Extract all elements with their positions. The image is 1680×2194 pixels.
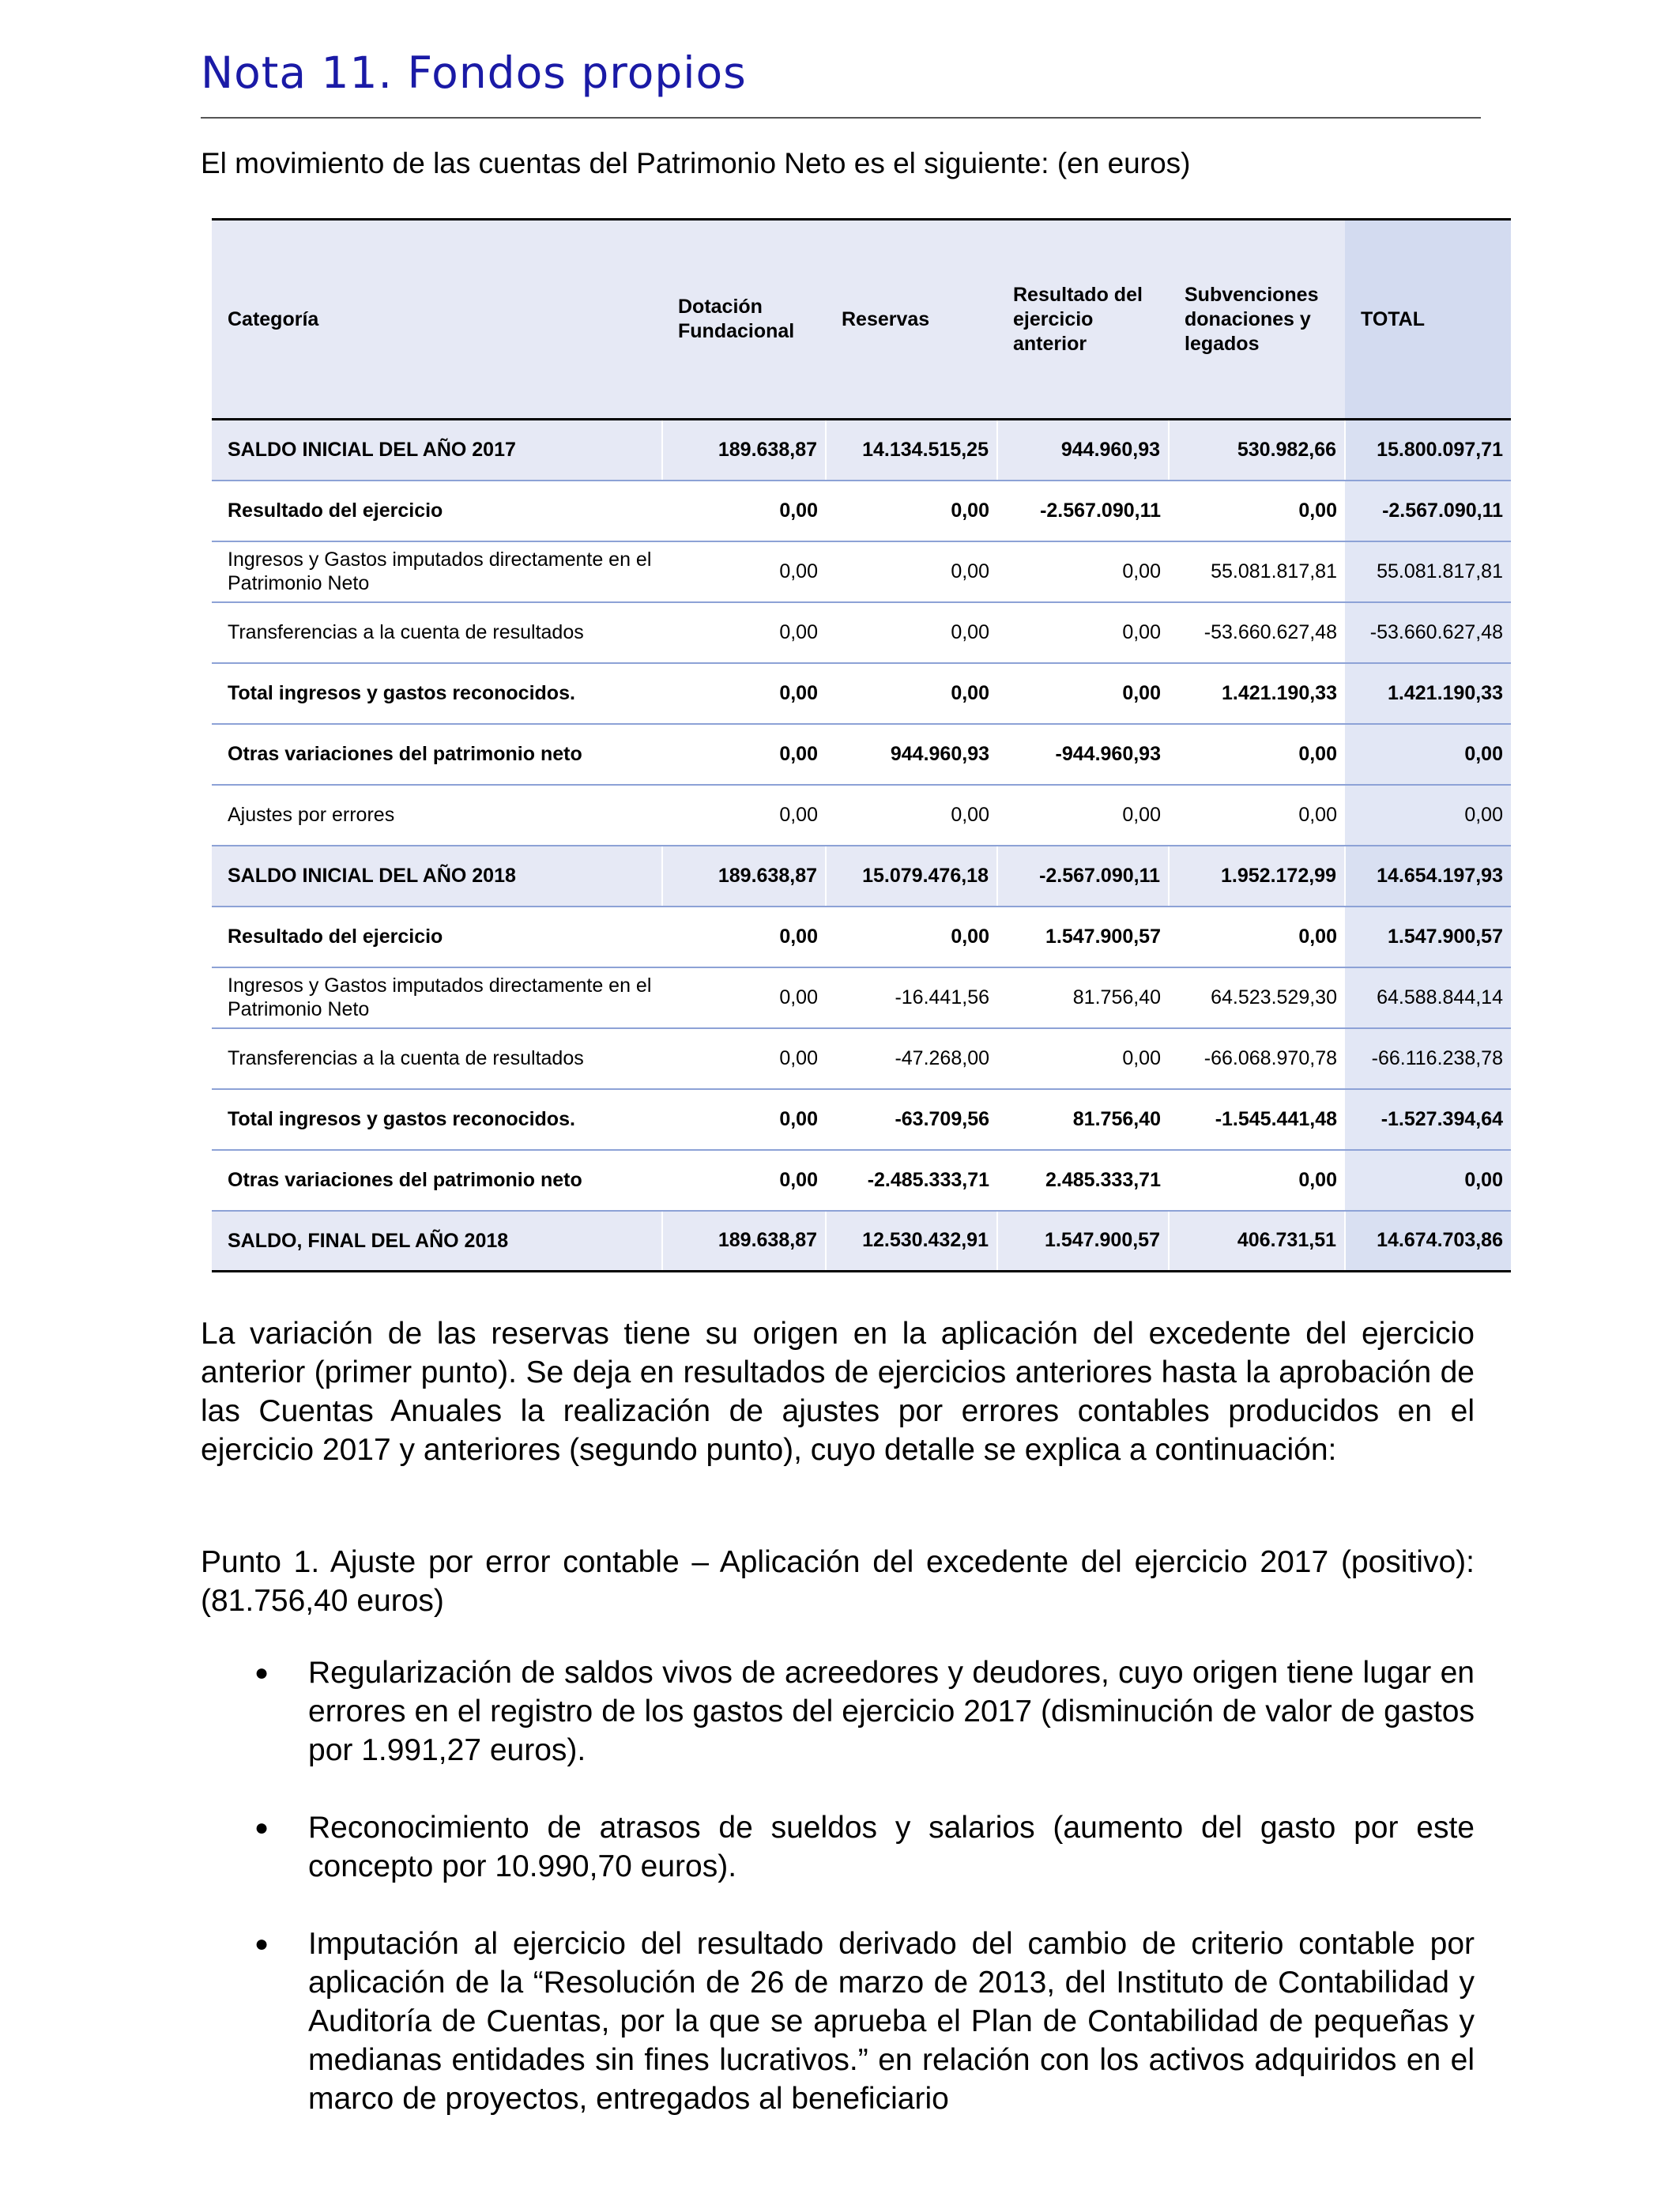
- cell-total: -53.660.627,48: [1345, 602, 1511, 663]
- table-row: [212, 420, 1511, 481]
- table-row: [212, 907, 1511, 967]
- cell-dotacion: 0,00: [662, 907, 826, 967]
- cell-resultado-anterior: 0,00: [997, 602, 1169, 663]
- cell-subvenciones: 0,00: [1169, 481, 1345, 541]
- cell-subvenciones: 0,00: [1169, 785, 1345, 846]
- cell-resultado-anterior: 81.756,40: [997, 1089, 1169, 1150]
- list-item: [201, 1808, 1475, 1886]
- cell-subvenciones: 1.421.190,33: [1169, 663, 1345, 724]
- table-row: [212, 663, 1511, 724]
- cell-reservas: 0,00: [826, 785, 997, 846]
- header-total: TOTAL: [1345, 220, 1511, 420]
- cell-resultado-anterior: 81.756,40: [997, 967, 1169, 1028]
- header-categoria: Categoría: [212, 220, 662, 420]
- table-row: [212, 481, 1511, 541]
- cell-subvenciones: 0,00: [1169, 1150, 1345, 1211]
- table-row: [212, 785, 1511, 846]
- table-row: [212, 541, 1511, 602]
- cell-resultado-anterior: 2.485.333,71: [997, 1150, 1169, 1211]
- table-row: [212, 1150, 1511, 1211]
- table-row: [212, 724, 1511, 785]
- cell-resultado-anterior: 1.547.900,57: [997, 907, 1169, 967]
- cell-total: -2.567.090,11: [1345, 481, 1511, 541]
- cell-dotacion: 0,00: [662, 602, 826, 663]
- page-title: Nota 11. Fondos propios: [201, 47, 747, 98]
- bullet-icon: ●: [254, 1815, 269, 1841]
- cell-resultado-anterior: -944.960,93: [997, 724, 1169, 785]
- cell-dotacion: 0,00: [662, 663, 826, 724]
- cell-subvenciones: 530.982,66: [1169, 420, 1345, 481]
- cell-total: -1.527.394,64: [1345, 1089, 1511, 1150]
- row-label: Ingresos y Gastos imputados directamente en el Patrimonio Neto: [212, 967, 662, 1028]
- adjustment-bullet-list: [201, 1653, 1475, 2157]
- cell-reservas: 15.079.476,18: [826, 846, 997, 907]
- cell-dotacion: 0,00: [662, 1089, 826, 1150]
- cell-subvenciones: 406.731,51: [1169, 1211, 1345, 1272]
- cell-dotacion: 0,00: [662, 724, 826, 785]
- cell-resultado-anterior: -2.567.090,11: [997, 846, 1169, 907]
- cell-subvenciones: -66.068.970,78: [1169, 1028, 1345, 1089]
- cell-reservas: 0,00: [826, 541, 997, 602]
- bullet-icon: ●: [254, 1931, 269, 1957]
- cell-total: -66.116.238,78: [1345, 1028, 1511, 1089]
- row-label: SALDO INICIAL DEL AÑO 2018: [212, 846, 662, 907]
- cell-resultado-anterior: 944.960,93: [997, 420, 1169, 481]
- cell-dotacion: 0,00: [662, 1028, 826, 1089]
- list-item: [201, 1653, 1475, 1770]
- table-row: [212, 1211, 1511, 1272]
- cell-total: 14.654.197,93: [1345, 846, 1511, 907]
- cell-resultado-anterior: 0,00: [997, 1028, 1169, 1089]
- cell-reservas: 14.134.515,25: [826, 420, 997, 481]
- bullet-icon: ●: [254, 1660, 269, 1686]
- cell-subvenciones: -53.660.627,48: [1169, 602, 1345, 663]
- row-label: Total ingresos y gastos reconocidos.: [212, 663, 662, 724]
- row-label: Total ingresos y gastos reconocidos.: [212, 1089, 662, 1150]
- cell-total: 15.800.097,71: [1345, 420, 1511, 481]
- list-item-text: Reconocimiento de atrasos de sueldos y salarios (aumento del gasto por este concepto por 10.990,70 euros).: [308, 1811, 1475, 1883]
- cell-resultado-anterior: 0,00: [997, 785, 1169, 846]
- table-row: [212, 1089, 1511, 1150]
- row-label: Resultado del ejercicio: [212, 481, 662, 541]
- cell-reservas: 0,00: [826, 663, 997, 724]
- cell-subvenciones: 55.081.817,81: [1169, 541, 1345, 602]
- cell-subvenciones: 1.952.172,99: [1169, 846, 1345, 907]
- header-dotacion: Dotación Fundacional: [662, 220, 826, 420]
- row-label: SALDO INICIAL DEL AÑO 2017: [212, 420, 662, 481]
- row-label: Ingresos y Gastos imputados directamente en el Patrimonio Neto: [212, 541, 662, 602]
- row-label: Ajustes por errores: [212, 785, 662, 846]
- header-reservas: Reservas: [826, 220, 997, 420]
- paragraph-reserves-variation: La variación de las reservas tiene su origen en la aplicación del excedente del ejercicio anterior (primer punto). Se deja en resultados de ejercicios anteriores hasta la aprobación de las Cuentas Anuales la realización de ajustes por errores contables producidos en el ejercicio 2017 y anteriores (segundo punto), cuyo detalle se explica a continuación:: [201, 1317, 1475, 1467]
- cell-total: 55.081.817,81: [1345, 541, 1511, 602]
- table-header-row: [212, 220, 1511, 420]
- cell-subvenciones: 0,00: [1169, 907, 1345, 967]
- cell-dotacion: 0,00: [662, 541, 826, 602]
- cell-reservas: -47.268,00: [826, 1028, 997, 1089]
- header-resultado-anterior: Resultado del ejercicio anterior: [997, 220, 1169, 420]
- intro-text: El movimiento de las cuentas del Patrimonio Neto es el siguiente: (en euros): [201, 147, 1191, 179]
- row-label: Transferencias a la cuenta de resultados: [212, 602, 662, 663]
- cell-subvenciones: 64.523.529,30: [1169, 967, 1345, 1028]
- cell-dotacion: 0,00: [662, 481, 826, 541]
- cell-total: 14.674.703,86: [1345, 1211, 1511, 1272]
- equity-movements-table: [212, 218, 1511, 1272]
- cell-resultado-anterior: -2.567.090,11: [997, 481, 1169, 541]
- header-subvenciones: Subvenciones donaciones y legados: [1169, 220, 1345, 420]
- cell-total: 0,00: [1345, 1150, 1511, 1211]
- cell-reservas: -16.441,56: [826, 967, 997, 1028]
- table-row: [212, 846, 1511, 907]
- cell-reservas: 0,00: [826, 907, 997, 967]
- cell-dotacion: 189.638,87: [662, 420, 826, 481]
- paragraph-punto-1: Punto 1. Ajuste por error contable – Aplicación del excedente del ejercicio 2017 (positivo): (81.756,40 euros): [201, 1545, 1475, 1618]
- cell-total: 1.421.190,33: [1345, 663, 1511, 724]
- cell-subvenciones: 0,00: [1169, 724, 1345, 785]
- cell-subvenciones: -1.545.441,48: [1169, 1089, 1345, 1150]
- cell-total: 1.547.900,57: [1345, 907, 1511, 967]
- cell-dotacion: 189.638,87: [662, 1211, 826, 1272]
- cell-dotacion: 0,00: [662, 785, 826, 846]
- table-row: [212, 602, 1511, 663]
- cell-reservas: -63.709,56: [826, 1089, 997, 1150]
- cell-reservas: 0,00: [826, 602, 997, 663]
- cell-dotacion: 0,00: [662, 1150, 826, 1211]
- row-label: Transferencias a la cuenta de resultados: [212, 1028, 662, 1089]
- table-row: [212, 967, 1511, 1028]
- table-row: [212, 1028, 1511, 1089]
- cell-total: 0,00: [1345, 785, 1511, 846]
- cell-resultado-anterior: 0,00: [997, 663, 1169, 724]
- cell-dotacion: 189.638,87: [662, 846, 826, 907]
- cell-resultado-anterior: 0,00: [997, 541, 1169, 602]
- cell-reservas: 944.960,93: [826, 724, 997, 785]
- cell-reservas: -2.485.333,71: [826, 1150, 997, 1211]
- row-label: SALDO, FINAL DEL AÑO 2018: [212, 1211, 662, 1272]
- list-item-text: Imputación al ejercicio del resultado derivado del cambio de criterio contable por aplicación de la “Resolución de 26 de marzo de 2013, del Instituto de Contabilidad y Auditoría de Cuentas, por la que se aprueba el Plan de Contabilidad de pequeñas y medianas entidades sin fines lucrativos.” en relación con los activos adquiridos en el marco de proyectos, entregados al beneficiario: [308, 1927, 1475, 2116]
- row-label: Otras variaciones del patrimonio neto: [212, 724, 662, 785]
- cell-reservas: 12.530.432,91: [826, 1211, 997, 1272]
- cell-total: 64.588.844,14: [1345, 967, 1511, 1028]
- list-item: [201, 1924, 1475, 2118]
- row-label: Resultado del ejercicio: [212, 907, 662, 967]
- cell-dotacion: 0,00: [662, 967, 826, 1028]
- cell-resultado-anterior: 1.547.900,57: [997, 1211, 1169, 1272]
- cell-total: 0,00: [1345, 724, 1511, 785]
- title-divider: [201, 117, 1481, 119]
- cell-reservas: 0,00: [826, 481, 997, 541]
- row-label: Otras variaciones del patrimonio neto: [212, 1150, 662, 1211]
- list-item-text: Regularización de saldos vivos de acreedores y deudores, cuyo origen tiene lugar en errores en el registro de los gastos del ejercicio 2017 (disminución de valor de gastos por 1.991,27 euros).: [308, 1656, 1475, 1767]
